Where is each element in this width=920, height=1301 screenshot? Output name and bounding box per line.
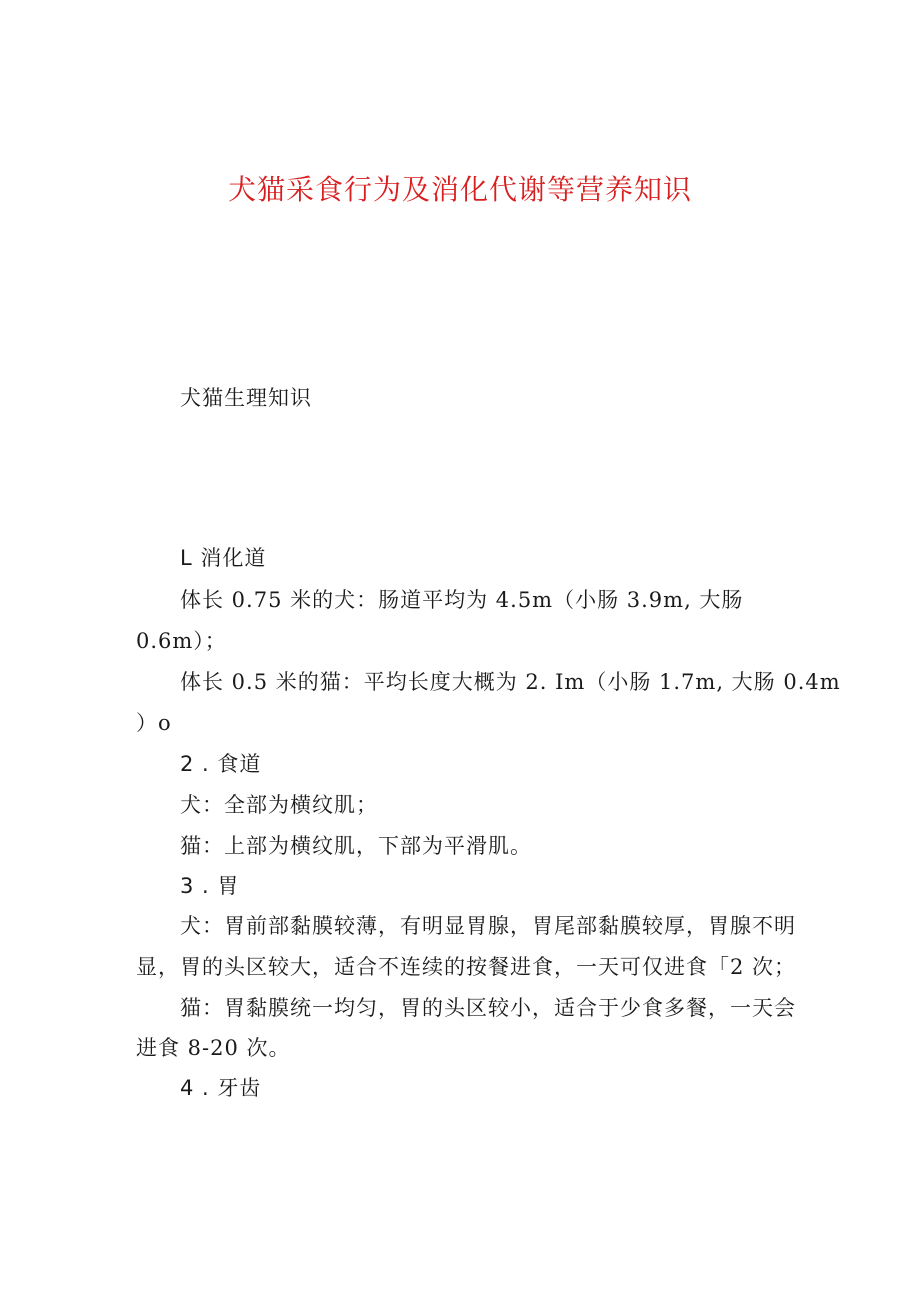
paragraph-line: 体长 0.5 米的猫：平均长度大概为 2. Im（小肠 1.7m, 大肠 0.4m [180, 670, 841, 694]
paragraph-line: 猫：胃黏膜统一均匀，胃的头区较小，适合于少食多餐，一天会 [180, 996, 796, 1020]
document-title: 犬猫采食行为及消化代谢等营养知识 [227, 173, 692, 206]
section-heading: 犬猫生理知识 [180, 386, 312, 410]
paragraph-line: 体长 0.75 米的犬：肠道平均为 4.5m（小肠 3.9m, 大肠 [180, 588, 744, 612]
paragraph-line: 猫：上部为横纹肌，下部为平滑肌。 [180, 834, 532, 858]
paragraph-line: 显，胃的头区较大，适合不连续的按餐进食，一天可仅进食「2 次； [136, 955, 797, 979]
item-heading-esophagus: 2 . 食道 [180, 752, 262, 776]
paragraph-line: 0.6m）； [136, 629, 227, 653]
item-heading-digestive-tract: L 消化道 [180, 546, 267, 570]
paragraph-line: ）o [136, 711, 172, 735]
paragraph-line: 进食 8-20 次。 [136, 1036, 291, 1060]
item-heading-teeth: 4 . 牙齿 [180, 1076, 262, 1100]
paragraph-line: 犬：胃前部黏膜较薄，有明显胃腺，胃尾部黏膜较厚，胃腺不明 [180, 914, 796, 938]
paragraph-line: 犬：全部为横纹肌； [180, 793, 378, 817]
item-heading-stomach: 3 . 胃 [180, 874, 240, 898]
